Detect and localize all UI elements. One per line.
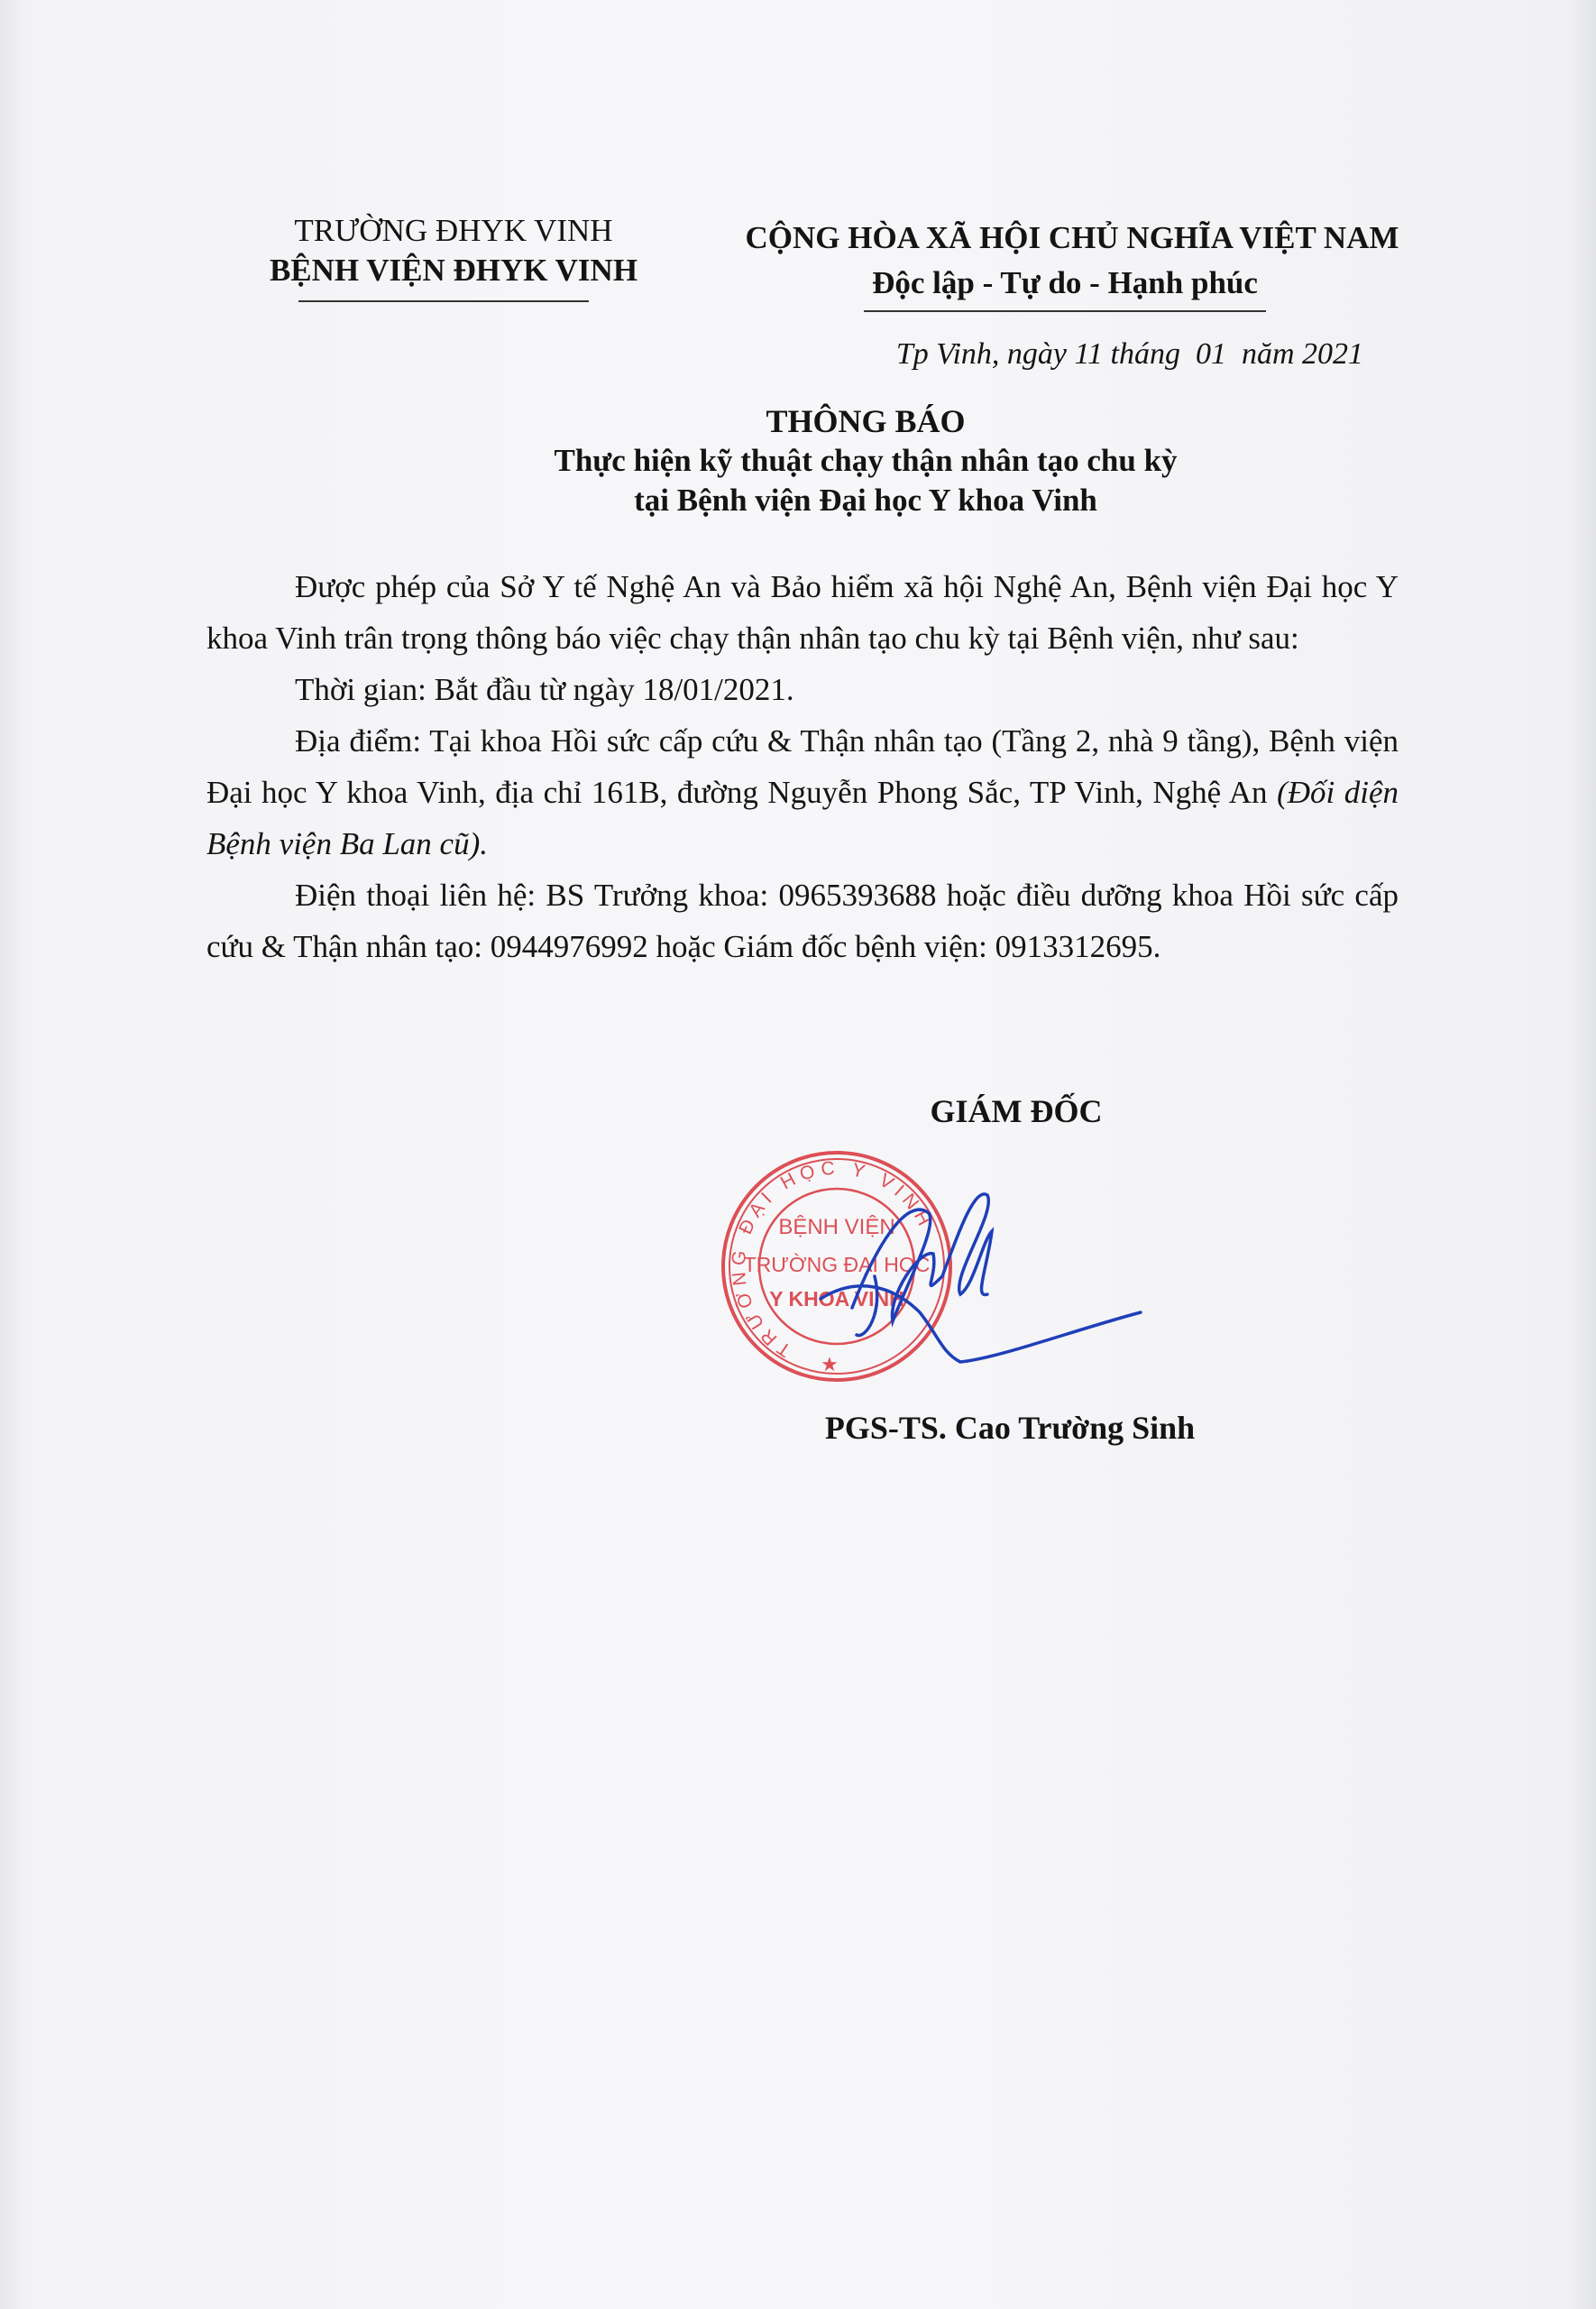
svg-text:TRƯỜNG ĐẠI HỌC Y VINH: TRƯỜNG ĐẠI HỌC Y VINH — [728, 1157, 938, 1361]
header-right-line1: CỘNG HÒA XÃ HỘI CHỦ NGHĨA VIỆT NAM — [745, 220, 1399, 255]
svg-text:BỆNH VIỆN: BỆNH VIỆN — [778, 1215, 895, 1239]
document-subtitle-2: tại Bệnh viện Đại học Y khoa Vinh — [634, 483, 1097, 518]
header-left-line2: BỆNH VIỆN ĐHYK VINH — [269, 253, 638, 288]
body-paragraph-location — [206, 715, 1399, 869]
location-text: Địa điểm: Tại khoa Hồi sức cấp cứu & Thận nhân tạo (Tầng 2, nhà 9 tầng), Bệnh viện Đại học Y khoa Vinh, địa chỉ 161B, đường Nguyễn Phong Sắc, TP Vinh, Nghệ An — [206, 723, 1399, 810]
svg-text:TRƯỜNG ĐẠI HỌC: TRƯỜNG ĐẠI HỌC — [743, 1253, 931, 1276]
header-left-rule — [298, 300, 589, 302]
document-subtitle-1: Thực hiện kỹ thuật chạy thận nhân tạo chu kỳ — [554, 443, 1178, 478]
svg-text:★: ★ — [821, 1353, 839, 1375]
location-note: (Đối diện Bệnh viện Ba Lan cũ). — [206, 775, 1399, 861]
document-title: THÔNG BÁO — [766, 403, 966, 439]
header-right-line2: Độc lập - Tự do - Hạnh phúc — [872, 265, 1258, 300]
svg-text:Y KHOA VINH: Y KHOA VINH — [769, 1287, 904, 1311]
signer-role: GIÁM ĐỐC — [930, 1093, 1103, 1129]
body-paragraph-time: Thời gian: Bắt đầu từ ngày 18/01/2021. — [295, 672, 794, 707]
header-left-line1: TRƯỜNG ĐHYK VINH — [294, 213, 613, 248]
date-line: Tp Vinh, ngày 11 tháng 01 năm 2021 — [895, 337, 1363, 371]
header-right-rule — [864, 310, 1266, 312]
signer-name: PGS-TS. Cao Trường Sinh — [824, 1410, 1196, 1446]
document-body — [206, 561, 1399, 972]
body-paragraph-contact: Điện thoại liên hệ: BS Trưởng khoa: 0965393688 hoặc điều dưỡng khoa Hồi sức cấp cứu & Thận nhân tạo: 0944976992 hoặc Giám đốc bệnh viện: 0913312695. — [206, 878, 1399, 964]
body-paragraph-intro: Được phép của Sở Y tế Nghệ An và Bảo hiểm xã hội Nghệ An, Bệnh viện Đại học Y khoa Vinh trân trọng thông báo việc chạy thận nhân tạo chu kỳ tại Bệnh viện, như sau: — [206, 569, 1399, 656]
stamp-and-signature — [712, 1141, 1163, 1403]
